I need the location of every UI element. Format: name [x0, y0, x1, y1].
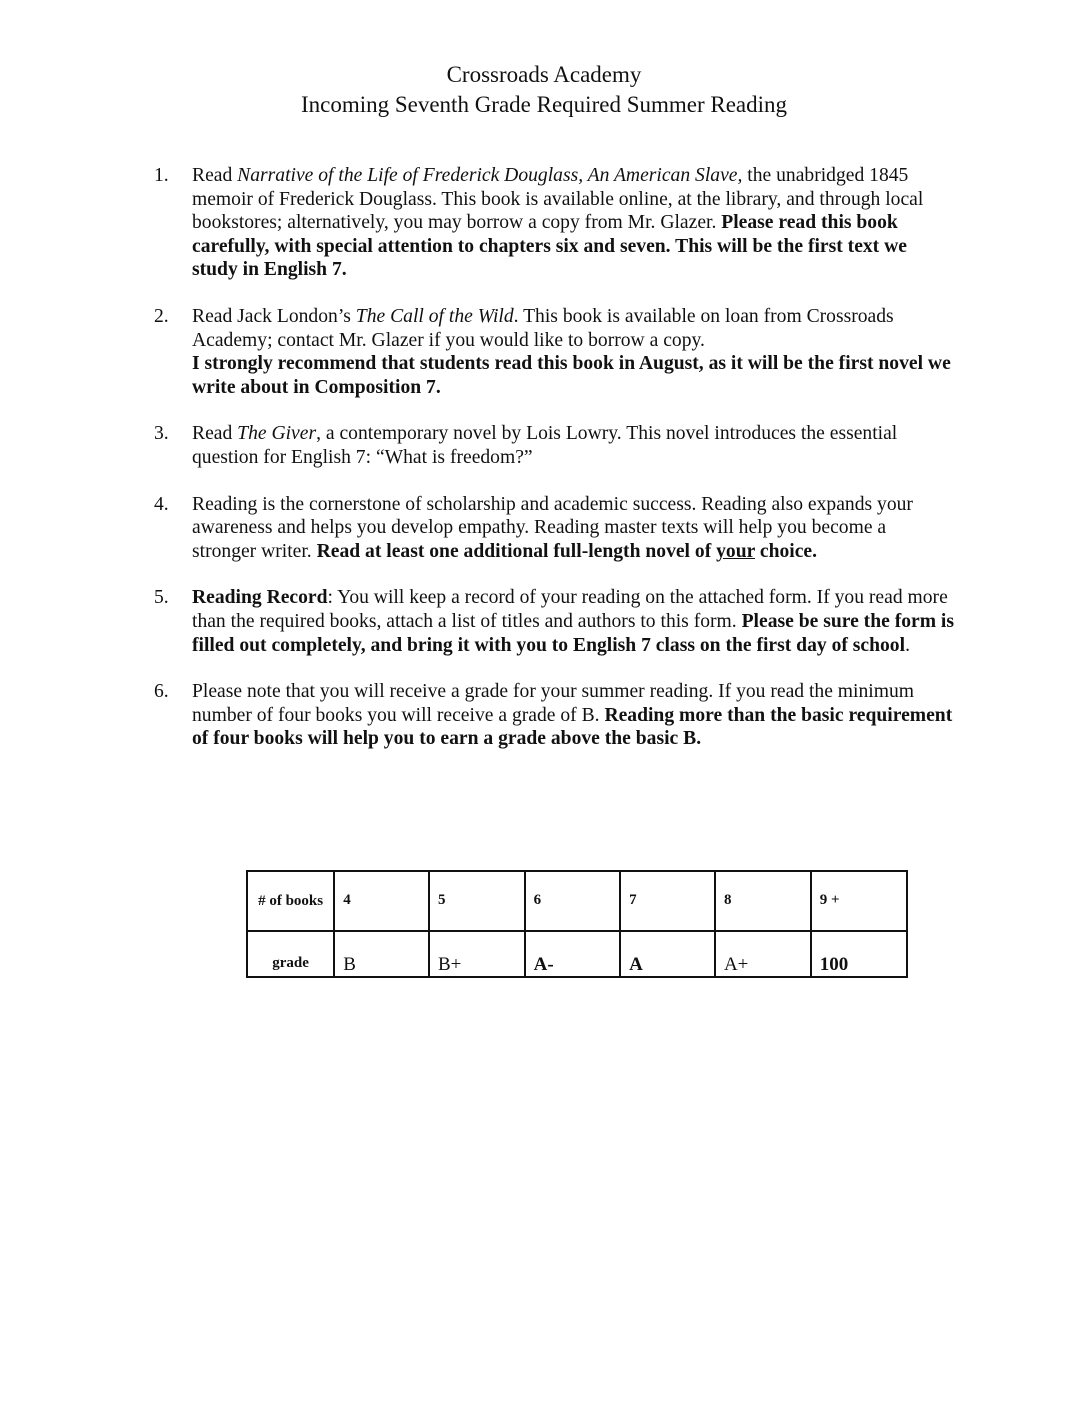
item-number: 5. [154, 587, 169, 609]
table-cell: 8 [715, 871, 811, 931]
school-name: Crossroads Academy [446, 62, 642, 87]
item-text: Reading Record: You will keep a record of your reading on the attached form. If you read more than the required books, attach a list of titles and authors to this form. Please be sure the form is filled out completely, and bring it with you to English 7 class on the first day of school. [192, 587, 954, 656]
grade-table [246, 870, 908, 978]
list-item [154, 422, 954, 469]
table-cell: A [620, 931, 715, 977]
item-number: 1. [154, 165, 169, 186]
list-item [154, 493, 954, 564]
row-header-books: # of books [247, 871, 334, 931]
list-item [154, 586, 954, 657]
item-text: Read Jack London’s The Call of the Wild. This book is available on loan from Crossroads Academy; contact Mr. Glazer if you would like to borrow a copy. I strongly recommend that students read this book in August, as it will be the first novel we write about in Composition 7. [192, 305, 951, 398]
table-row [247, 871, 907, 931]
reading-record-label: Reading Record [192, 587, 328, 609]
table-cell: A- [525, 931, 620, 977]
item-number: 2. [154, 305, 169, 327]
table-cell: 100 [811, 931, 907, 977]
reading-requirements-list [154, 164, 954, 774]
emphasis-text: Read at least one additional full-length novel of [316, 540, 717, 562]
table-cell: B+ [429, 931, 525, 977]
table-cell: A+ [715, 931, 811, 977]
table-cell: 5 [429, 871, 525, 931]
list-item [154, 680, 954, 751]
row-header-grade: grade [247, 931, 334, 977]
book-title: The Call of the Wild [355, 305, 514, 327]
book-title: The Giver [237, 423, 317, 445]
book-title: Narrative of the Life of Frederick Douglass, An American Slave, [237, 165, 743, 186]
table-row [247, 931, 907, 977]
table-cell: B [334, 931, 429, 977]
table-cell: 6 [525, 871, 620, 931]
item-text: Reading is the cornerstone of scholarship and academic success. Reading also expands your awareness and helps you develop empathy. Reading master texts will help you become a stronger writer. Read at least one additional full-length novel of your choice. [192, 493, 913, 562]
item-number: 3. [154, 423, 169, 445]
emphasis-text: Reading more than the basic requirement of four books will help you to earn a grade above the basic B. [192, 704, 953, 750]
underlined-text: your [716, 540, 755, 562]
item-text: Read The Giver, a contemporary novel by Lois Lowry. This novel introduces the essential question for English 7: “What is freedom?” [192, 423, 898, 468]
page-title: Incoming Seventh Grade Required Summer Reading [300, 92, 788, 117]
table-cell: 7 [620, 871, 715, 931]
list-item [154, 164, 954, 282]
table-cell: 9 + [811, 871, 907, 931]
emphasis-text: Please read this book carefully, with special attention to chapters six and seven. This will be the first text we study in English 7. [192, 212, 907, 281]
item-text: Read Narrative of the Life of Frederick Douglass, An American Slave, the unabridged 1845 memoir of Frederick Douglass. This book is available online, at the library, and through local bookstores; alternatively, you may borrow a copy from Mr. Glazer. Please read this book carefully, with special attention to chapters six and seven. This will be the first text we study in English 7. [192, 165, 924, 281]
item-number: 4. [154, 493, 169, 515]
list-item [154, 305, 954, 399]
item-number: 6. [154, 681, 169, 703]
emphasis-text: Please be sure the form is filled out completely, and bring it with you to English 7 class on the first day of school [192, 610, 954, 656]
document-header [0, 60, 1088, 120]
item-text: Please note that you will receive a grade for your summer reading. If you read the minimum number of four books you will receive a grade of B. Reading more than the basic requirement of four books will help you to earn a grade above the basic B. [192, 681, 953, 750]
emphasis-text: I strongly recommend that students read this book in August, as it will be the first novel we write about in Composition 7. [192, 353, 951, 398]
table-cell: 4 [334, 871, 429, 931]
